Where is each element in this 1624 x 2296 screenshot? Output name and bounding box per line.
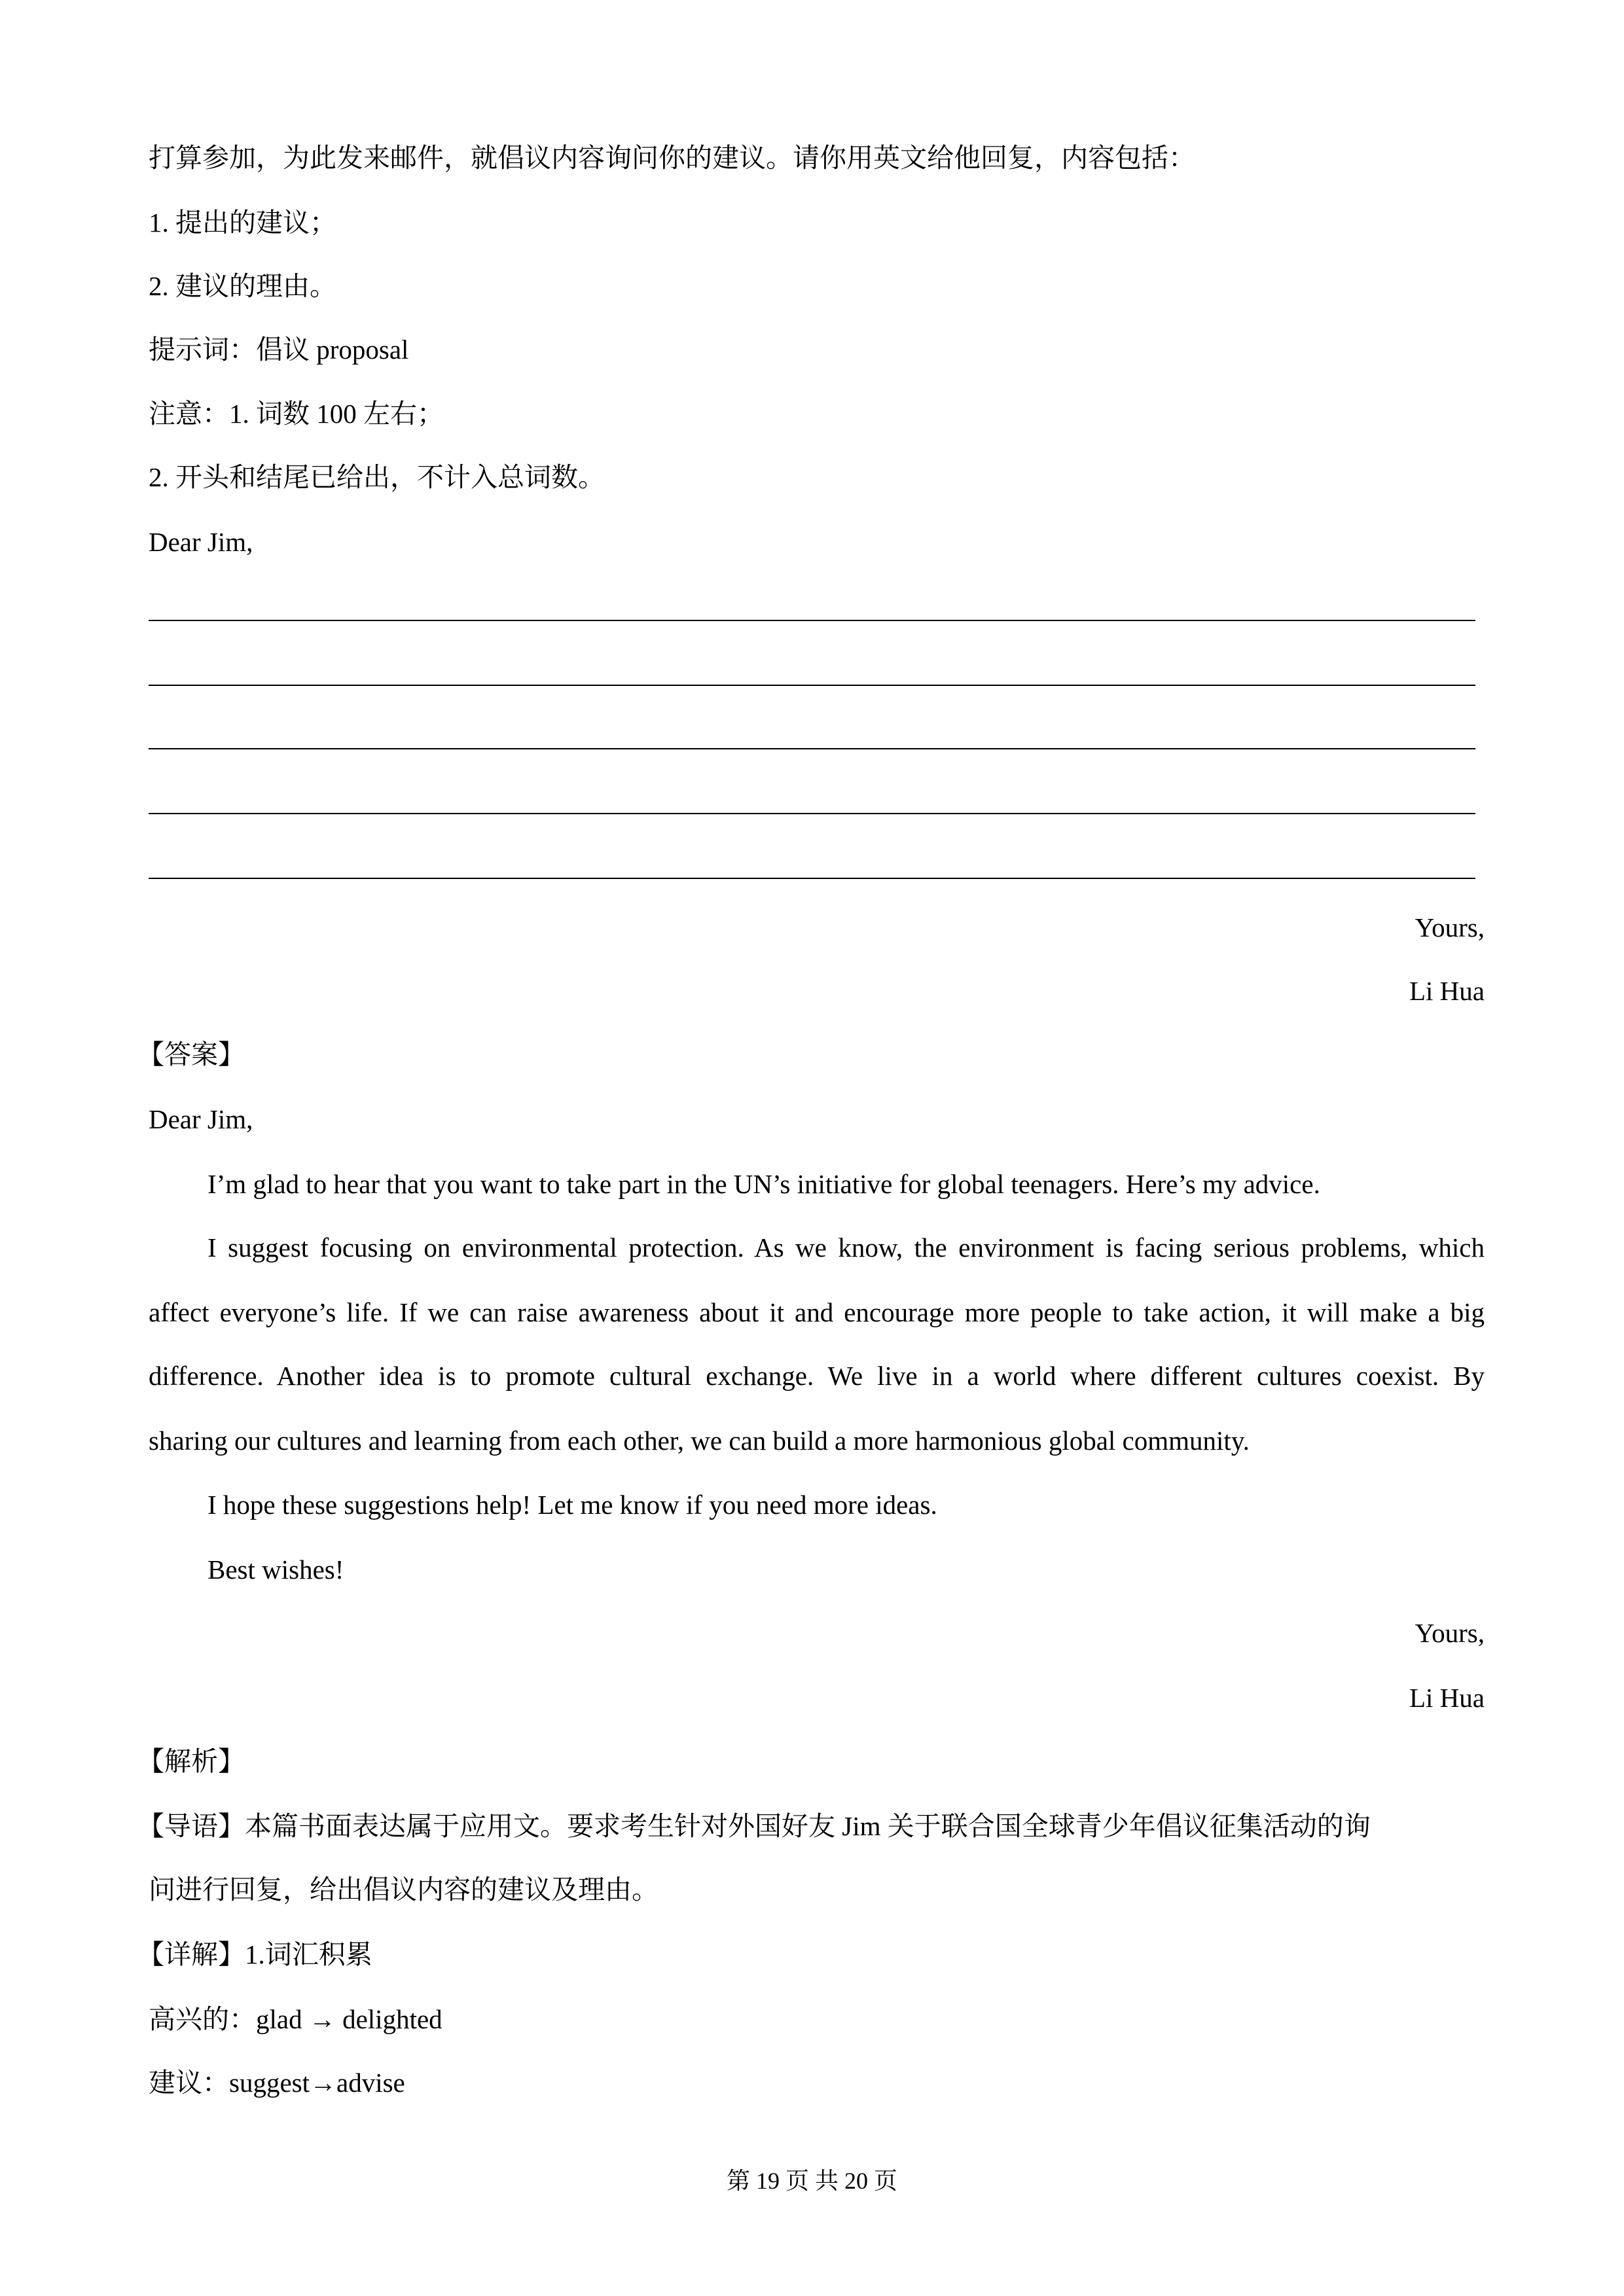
answer-line: sharing our cultures and learning from each other, we can build a more harmonious global community. bbox=[149, 1426, 1250, 1456]
page-footer: 第 19 页 共 20 页 bbox=[726, 2168, 897, 2194]
question-closing: Yours, bbox=[1415, 912, 1485, 942]
answer-closing: Yours, bbox=[1415, 1618, 1485, 1648]
analysis-intro-line2: 问进行回复，给出倡议内容的建议及理由。 bbox=[149, 1874, 659, 1905]
answer-line: Best wishes! bbox=[208, 1554, 344, 1585]
answer-line: I’m glad to hear that you want to take part in the UN’s initiative for global teenagers. Here’s my advice. bbox=[208, 1169, 1320, 1199]
answer-heading: 【答案】 bbox=[137, 1039, 245, 1069]
question-signature: Li Hua bbox=[1409, 976, 1485, 1006]
analysis-detail-heading: 【详解】1.词汇积累 bbox=[137, 1939, 372, 1969]
answer-line: difference. Another idea is to promote cultural exchange. We live in a world where different cultures coexist. By bbox=[149, 1361, 1485, 1391]
writing-line bbox=[149, 620, 1475, 621]
vocab-item: 建议：suggest→advise bbox=[149, 2068, 405, 2098]
question-hint: 提示词：倡议 proposal bbox=[149, 334, 409, 365]
question-point-2: 2. 建议的理由。 bbox=[149, 271, 336, 301]
writing-line bbox=[149, 813, 1475, 814]
writing-line bbox=[149, 685, 1475, 686]
question-note-2: 2. 开头和结尾已给出，不计入总词数。 bbox=[149, 462, 605, 492]
answer-line: affect everyone’s life. If we can raise awareness about it and encourage more people to take action, it will make a big bbox=[149, 1297, 1485, 1327]
question-salutation: Dear Jim, bbox=[149, 527, 253, 557]
answer-salutation: Dear Jim, bbox=[149, 1104, 253, 1134]
vocab-item: 高兴的：glad → delighted bbox=[149, 2004, 442, 2034]
answer-line: I suggest focusing on environmental protection. As we know, the environment is facing serious problems, which bbox=[208, 1232, 1485, 1263]
question-intro: 打算参加，为此发来邮件，就倡议内容询问你的建议。请你用英文给他回复，内容包括： bbox=[149, 143, 1195, 173]
question-point-1: 1. 提出的建议； bbox=[149, 207, 336, 238]
writing-line bbox=[149, 878, 1475, 879]
question-note-1: 注意：1. 词数 100 左右； bbox=[149, 399, 444, 429]
answer-line: I hope these suggestions help! Let me know if you need more ideas. bbox=[208, 1490, 937, 1520]
analysis-intro-line1: 【导语】本篇书面表达属于应用文。要求考生针对外国好友 Jim 关于联合国全球青少年倡议征集活动的询 bbox=[137, 1811, 1371, 1841]
answer-signature: Li Hua bbox=[1409, 1683, 1485, 1713]
writing-line bbox=[149, 748, 1475, 749]
analysis-heading: 【解析】 bbox=[137, 1746, 245, 1776]
